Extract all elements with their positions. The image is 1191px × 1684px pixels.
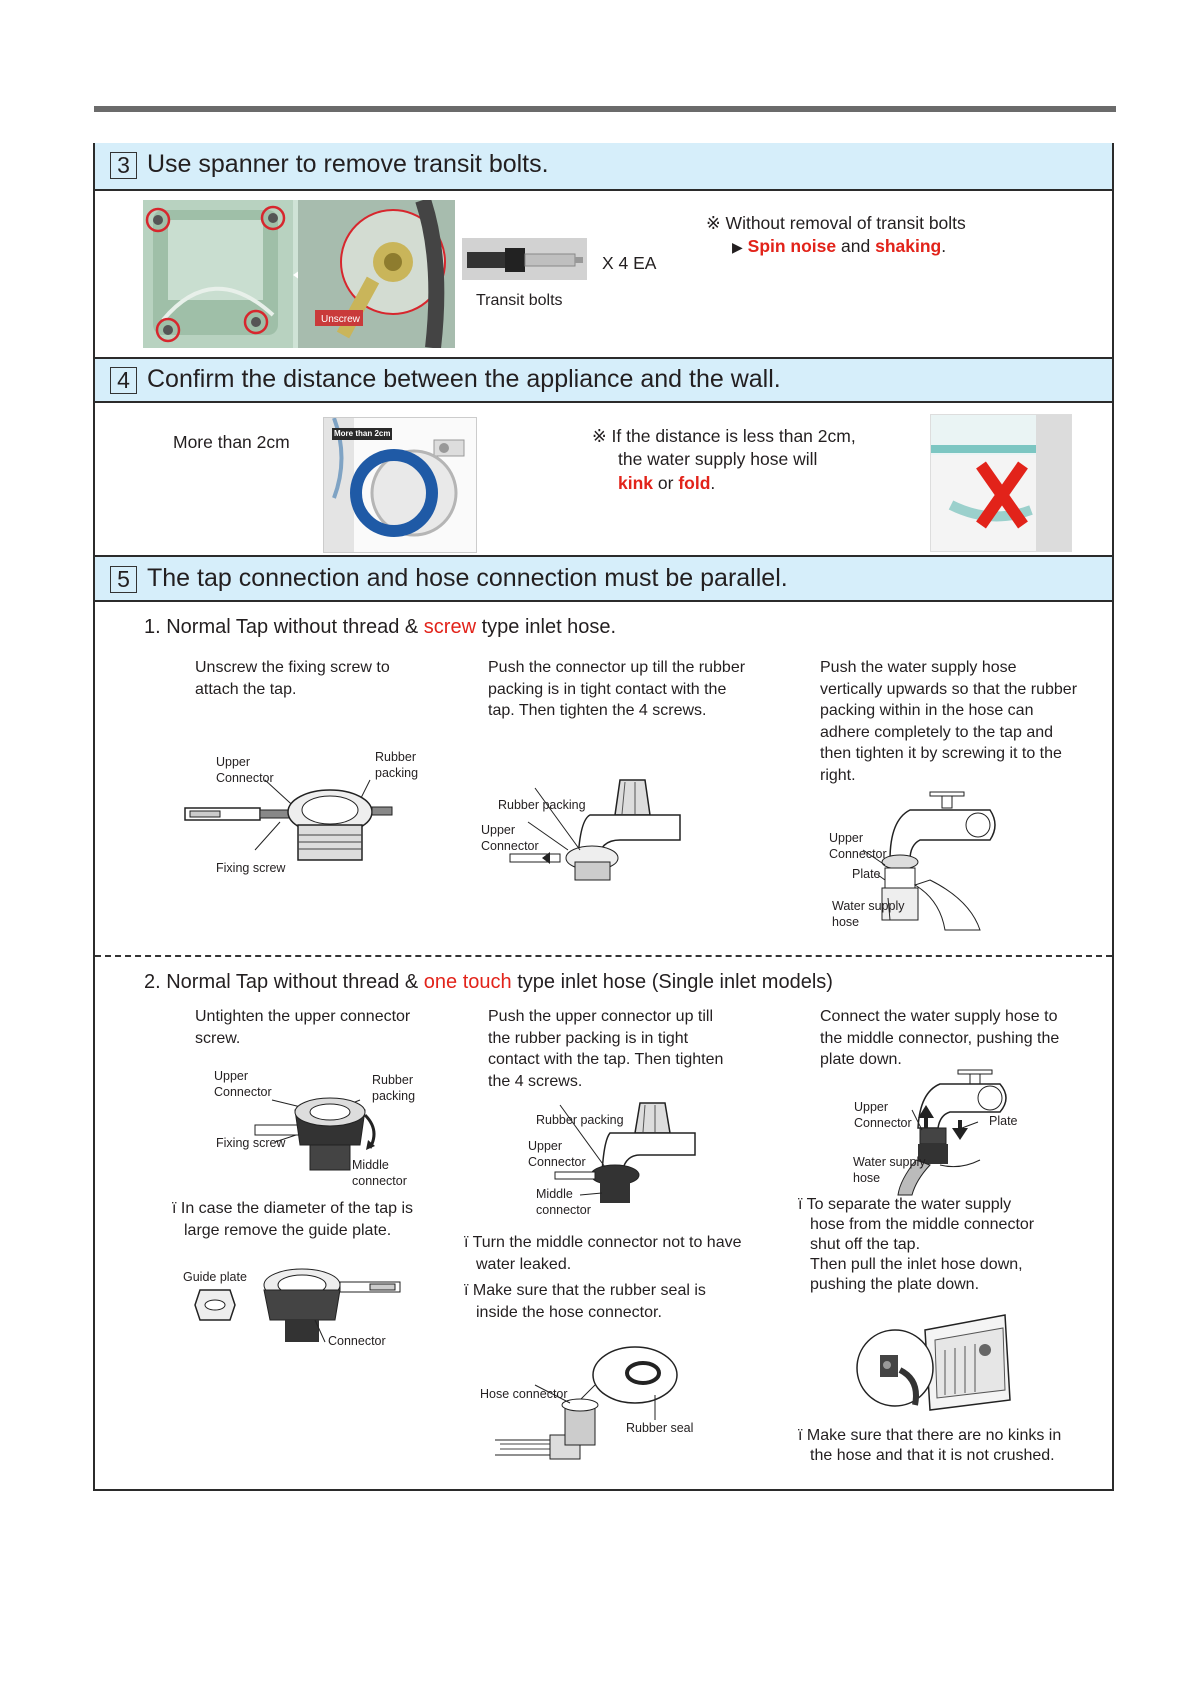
- label-packing: packing: [372, 1089, 416, 1103]
- bolts-caption: Transit bolts: [476, 292, 563, 309]
- section-number: 3: [110, 152, 137, 179]
- or-text: or: [657, 473, 674, 493]
- heading-prefix: 1. Normal Tap without thread &: [144, 616, 419, 638]
- part-2-step-2: Push the upper connector up till the rubber packing is in tight contact with the tap. Then tighten the 4 screws.: [488, 1008, 724, 1090]
- label-rubber: Rubber: [375, 750, 416, 764]
- section-3-warning: [732, 235, 946, 258]
- heading-suffix: type inlet hose (Single inlet models): [517, 971, 833, 993]
- part-2-note-kinks: ï Make sure that there are no kinks in the hose and that it is not crushed.: [798, 1427, 1062, 1464]
- more-than-label: More than 2cm: [173, 432, 290, 452]
- part-2-step-3: Connect the water supply hose to the middle connector, pushing the plate down.: [820, 1008, 1060, 1068]
- section-title: Confirm the distance between the appliance and the wall.: [147, 365, 781, 393]
- heading-prefix: 2. Normal Tap without thread &: [144, 971, 419, 993]
- top-rule: [94, 106, 1116, 112]
- label-guide-plate: Guide plate: [183, 1270, 247, 1284]
- heading-highlight: one touch: [423, 971, 512, 993]
- section-4-note-line3: [618, 472, 715, 494]
- bolt-photo: [462, 238, 587, 280]
- part-2-heading: [144, 971, 833, 994]
- label-rubber: Rubber: [372, 1073, 413, 1087]
- label-packing: packing: [375, 766, 419, 780]
- label-connector: Connector: [528, 1155, 586, 1169]
- label-hose-connector: Hose connector: [480, 1387, 568, 1401]
- label-hose: hose: [832, 915, 860, 929]
- section-number: 5: [110, 566, 137, 593]
- reference-mark-icon: ※: [706, 213, 721, 233]
- label-plate: Plate: [852, 867, 881, 881]
- note-line: shut off the tap.: [810, 1236, 921, 1253]
- note-text: Without removal of transit bolts: [725, 213, 966, 233]
- and-text: and: [841, 236, 871, 256]
- triangle-right-icon: ▶: [732, 239, 743, 255]
- too-close-photo: [930, 414, 1072, 552]
- label-upper: Upper: [829, 831, 864, 845]
- section-4-header: [95, 357, 1112, 403]
- label-rubber-packing: Rubber packing: [498, 798, 586, 812]
- section-3-header: [95, 143, 1112, 191]
- section-4-note-line1: [592, 425, 856, 447]
- label-middle-connector: connector: [352, 1174, 407, 1188]
- period: .: [941, 236, 947, 256]
- heading-highlight: screw: [423, 616, 477, 638]
- label-plate: Plate: [989, 1114, 1018, 1128]
- part-2-note-guide: ï In case the diameter of the tap is large remove the guide plate.: [172, 1200, 414, 1239]
- label-connector: Connector: [854, 1116, 912, 1130]
- fold-text: fold: [678, 473, 711, 493]
- part-1-step-1: Unscrew the fixing screw to attach the tap.: [195, 659, 390, 698]
- section-4-note-line2: the water supply hose will: [618, 449, 818, 469]
- kink-text: kink: [618, 473, 654, 493]
- label-middle: Middle: [352, 1158, 389, 1172]
- part-2-note-separate: [798, 1195, 1088, 1295]
- label-water-supply: Water supply: [832, 899, 905, 913]
- label-water-supply: Water supply: [853, 1155, 926, 1169]
- label-connector: Connector: [481, 839, 539, 853]
- spin-noise-text: Spin noise: [747, 236, 837, 256]
- label-fixing-screw: Fixing screw: [216, 1136, 286, 1150]
- bolt-count: X 4 EA: [602, 253, 657, 273]
- label-connector: Connector: [328, 1334, 386, 1348]
- note-line: hose from the middle connector: [810, 1216, 1035, 1233]
- washer-hose-diagram: [855, 1310, 1015, 1415]
- label-connector: Connector: [216, 771, 274, 785]
- label-upper: Upper: [216, 755, 251, 769]
- label-upper: Upper: [214, 1069, 249, 1083]
- section-number: 4: [110, 367, 137, 394]
- label-connector: Connector: [829, 847, 887, 861]
- section-title: The tap connection and hose connection must be parallel.: [147, 564, 788, 592]
- label-rubber-packing: Rubber packing: [536, 1113, 624, 1127]
- part-1-step-2: Push the connector up till the rubber packing is in tight contact with the tap. Then tighten the 4 screws.: [488, 659, 746, 719]
- label-upper: Upper: [854, 1100, 889, 1114]
- part-1-step-3: Push the water supply hose vertically upwards so that the rubber packing within in the hose can adhere completely to the tap and then tighten it by screwing it to the right.: [820, 659, 1078, 784]
- transit-bolts-photo: [143, 200, 455, 348]
- unscrew-tag: Unscrew: [321, 314, 360, 325]
- note-line: pushing the plate down.: [810, 1276, 980, 1293]
- label-rubber-seal: Rubber seal: [626, 1421, 694, 1435]
- label-upper: Upper: [481, 823, 516, 837]
- heading-suffix: type inlet hose.: [481, 616, 617, 638]
- wall-distance-photo: [323, 417, 477, 553]
- note-line: ï To separate the water supply: [798, 1196, 1012, 1213]
- part-1-heading: [144, 616, 616, 639]
- label-middle-connector: connector: [536, 1203, 591, 1217]
- photo-tag: More than 2cm: [334, 429, 391, 438]
- label-fixing-screw: Fixing screw: [216, 861, 286, 875]
- section-title: Use spanner to remove transit bolts.: [147, 150, 549, 178]
- note-text: If the distance is less than 2cm,: [611, 426, 856, 446]
- reference-mark-icon: ※: [592, 426, 607, 446]
- part-2-note-middle: ï Turn the middle connector not to have water leaked.: [464, 1234, 742, 1273]
- shaking-text: shaking: [875, 236, 942, 256]
- part-2-step-1: Untighten the upper connector screw.: [195, 1008, 411, 1047]
- note-line: Then pull the inlet hose down,: [810, 1256, 1023, 1273]
- part-divider: [95, 955, 1112, 957]
- label-hose: hose: [853, 1171, 881, 1185]
- label-connector: Connector: [214, 1085, 272, 1099]
- label-upper: Upper: [528, 1139, 563, 1153]
- part-2-note-seal: ï Make sure that the rubber seal is inside the hose connector.: [464, 1282, 706, 1321]
- section-3-note: [706, 212, 966, 234]
- period: .: [710, 473, 716, 493]
- label-middle: Middle: [536, 1187, 573, 1201]
- section-5-header: [95, 555, 1112, 602]
